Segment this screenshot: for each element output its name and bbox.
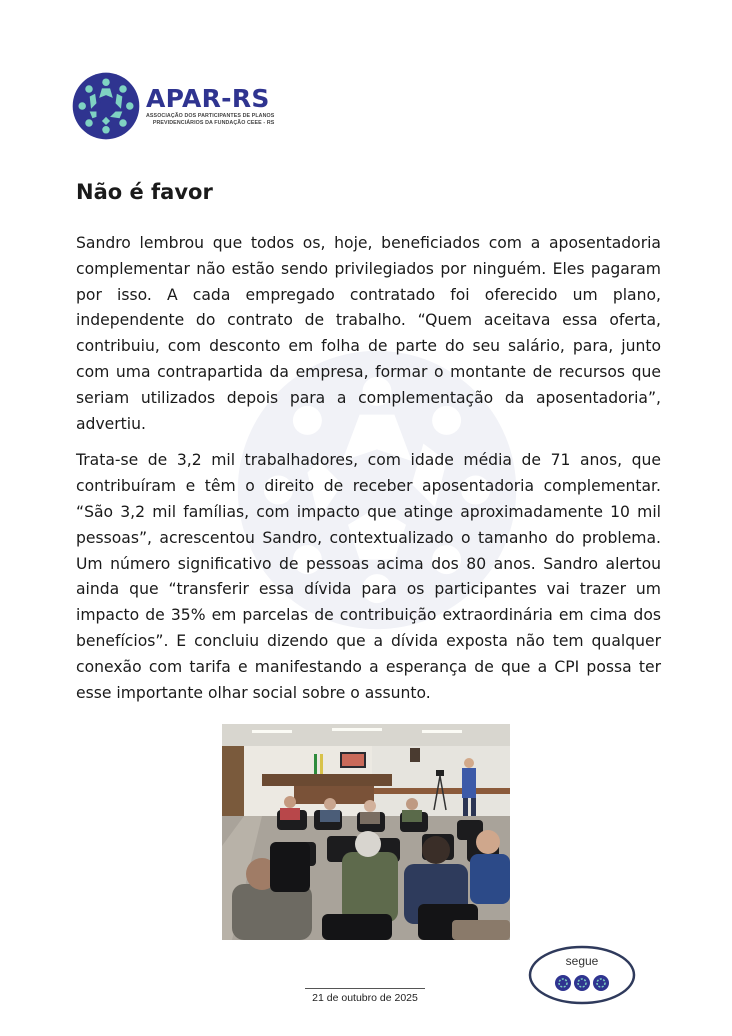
- article-paragraph-2: Trata-se de 3,2 mil trabalhadores, com idade média de 71 anos, que contribuíram e têm o direito de receber aposentadoria complementar. “São 3,2 mil famílias, com impacto que atinge aproximadamente 10 mil pessoas”, acrescentou Sandro, contextualizado o tamanho do problema. Um número significativo de pessoas acima dos 80 anos. Sandro alertou ainda que “transferir essa dívida para os participantes vai trazer um impacto de 35% em parcelas de contribuição extraordinária em cima dos benefícios”. E concluiu dizendo que a dívida exposta não tem qualquer conexão com tarifa e manifestando a esperança de que a CPI possa ter esse importante olhar social sobre o assunto.: [76, 451, 661, 702]
- footer-divider: [305, 988, 425, 989]
- header: [72, 72, 274, 140]
- article-body: [76, 231, 661, 717]
- brand-block: [146, 85, 274, 127]
- brand-tagline-line-1: ASSOCIAÇÃO DOS PARTICIPANTES DE PLANOS: [146, 113, 275, 119]
- footer-date: 21 de outubro de 2025: [312, 992, 418, 1004]
- article-heading: Não é favor: [76, 180, 213, 204]
- segue-label: segue: [565, 954, 599, 968]
- meeting-room-photo: [222, 724, 510, 940]
- article-paragraph-1: Sandro lembrou que todos os, hoje, beneficiados com a aposentadoria complementar não estão sendo privilegiados por ninguém. Eles pagaram por isso. A cada empregado contratado foi oferecido um plano, independente do contrato de trabalho. “Quem aceitava essa oferta, contribuiu, com desconto em folha de parte do seu salário, para, junto com uma contrapartida da empresa, formar o montante de recursos que seriam utilizados depois para a complementação da aposentadoria”, advertiu.: [76, 234, 661, 433]
- segue-continue-badge[interactable]: [527, 944, 637, 1006]
- brand-tagline-line-2: PREVIDENCIÁRIOS DA FUNDAÇÃO CEEE - RS: [152, 120, 275, 126]
- circle-of-people-logo-icon: [72, 72, 140, 140]
- three-logo-dots-icon: [554, 974, 610, 992]
- brand-name: APAR-RS: [146, 84, 270, 113]
